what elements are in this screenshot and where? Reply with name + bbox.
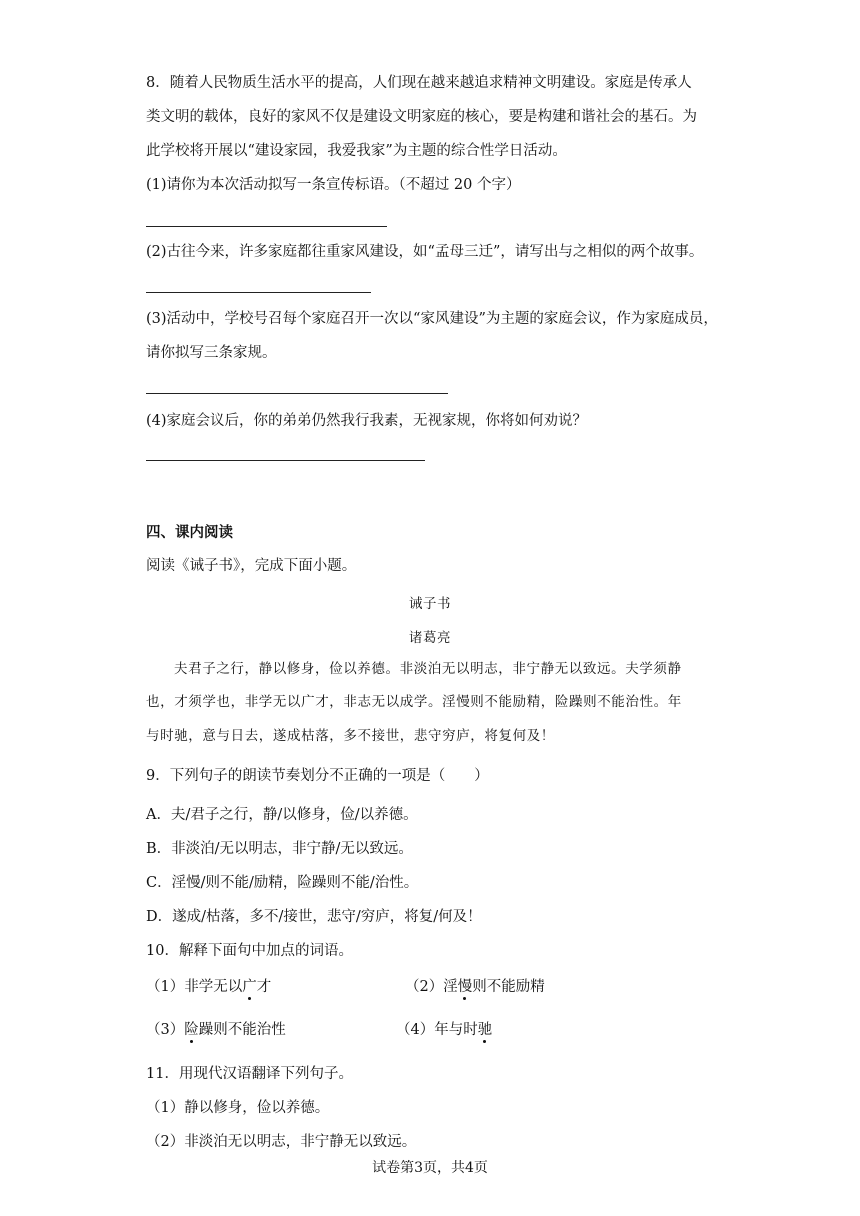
q11-item-1: （1）静以修身，俭以养德。 [146, 1100, 330, 1116]
emphasis-dot-word: 险 [184, 1022, 199, 1038]
passage-line-2: 也，才须学也，非学无以广才，非志无以成学。淫慢则不能励精，险躁则不能治性。年 [146, 694, 682, 710]
answer-blank-3[interactable] [146, 393, 448, 394]
q8-sub4: (4)家庭会议后，你的弟弟仍然我行我素，无视家规，你将如何劝说？ [146, 413, 588, 429]
q8-line-2: 类文明的载体，良好的家风不仅是建设文明家庭的核心，要是构建和谐社会的基石。为 [146, 109, 697, 125]
q8-sub2: (2)古往今来，许多家庭都往重家风建设，如“孟母三迁”，请写出与之相似的两个故事。 [146, 244, 704, 260]
q8-sub3-line-2: 请你拟写三条家规。 [146, 345, 277, 361]
q8-sub1: (1)请你为本次活动拟写一条宣传标语。（不超过 20 个字） [146, 177, 521, 193]
passage-line-1: 夫君子之行，静以修身，俭以养德。非淡泊无以明志，非宁静无以致远。夫学须静 [174, 661, 682, 677]
q10-item-1: （1）非学无以广才 [146, 979, 272, 995]
text-author: 诸葛亮 [408, 630, 452, 646]
q10-item-3: （3）险躁则不能治性 [146, 1022, 286, 1038]
q11-stem: 11．用现代汉语翻译下列句子。 [146, 1066, 353, 1082]
q8-line-3: 此学校将开展以“建设家园，我爱我家”为主题的综合性学日活动。 [146, 143, 567, 159]
emphasis-dot-word: 驰 [477, 1022, 493, 1038]
q11-item-2: （2）非淡泊无以明志，非宁静无以致远。 [146, 1134, 417, 1150]
q9-option-b[interactable]: B．非淡泊/无以明志，非宁静/无以致远。 [146, 841, 413, 857]
q9-option-c[interactable]: C．淫慢/则不能/励精，险躁则不能/治性。 [146, 875, 419, 891]
answer-blank-2[interactable] [146, 292, 371, 293]
reading-intro: 阅读《诫子书》，完成下面小题。 [146, 558, 357, 574]
q10-item-2: （2）淫慢则不能励精 [405, 979, 545, 995]
answer-blank-1[interactable] [146, 226, 387, 227]
answer-blank-4[interactable] [146, 460, 425, 461]
section-heading: 四、课内阅读 [146, 524, 233, 541]
q9-option-d[interactable]: D．遂成/枯落，多不/接世，悲守/穷庐，将复/何及！ [146, 909, 482, 925]
q10-item-4: （4）年与时驰 [396, 1022, 493, 1038]
q8-sub3-line-1: (3)活动中，学校号召每个家庭召开一次以“家风建设”为主题的家庭会议，作为家庭成员， [146, 311, 718, 327]
q9-stem: 9．下列句子的朗读节奏划分不正确的一项是（ ） [146, 768, 489, 784]
page-footer: 试卷第3页，共4页 [372, 1160, 488, 1176]
emphasis-dot-word: 慢 [457, 979, 473, 995]
q10-stem: 10．解释下面句中加点的词语。 [146, 943, 353, 959]
q8-line-1: 8．随着人民物质生活水平的提高，人们现在越来越追求精神文明建设。家庭是传承人 [146, 75, 692, 91]
text-title: 诫子书 [408, 596, 452, 612]
q9-option-a[interactable]: A．夫/君子之行，静/以修身，俭/以养德。 [146, 807, 418, 823]
passage-line-3: 与时驰，意与日去，遂成枯落，多不接世，悲守穷庐，将复何及！ [146, 728, 555, 744]
emphasis-dot-word: 广 [242, 979, 257, 995]
